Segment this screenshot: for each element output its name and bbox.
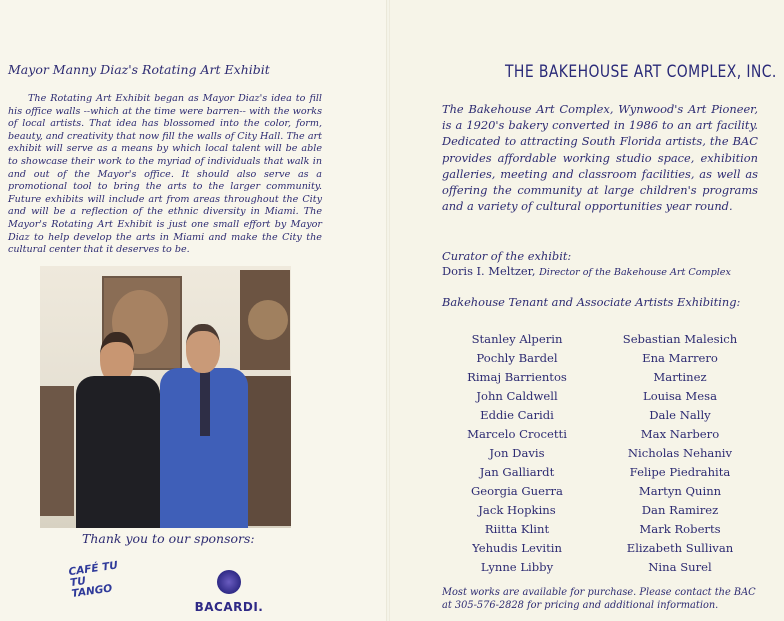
bakehouse-description: The Bakehouse Art Complex, Wynwood's Art Pioneer, is a 1920's bakery converted in 1986 to an art facility. Dedicated to attracting South Florida artists, the BAC provides affordable working studio space, exhibition galleries, meeting and classroom facilities, as well as offering the community at large children's programs and a variety of cultural opportunities year round. [442, 102, 758, 214]
artist-name: Nicholas Nehaniv [627, 446, 733, 460]
person-right-head [186, 324, 220, 373]
exhibit-photo [40, 266, 291, 528]
curator-line [442, 264, 731, 278]
artist-name: Martyn Quinn [638, 484, 722, 498]
artist-name: Louisa Mesa [643, 389, 717, 403]
sponsors-heading: Thank you to our sponsors: [82, 531, 255, 546]
artist-name: Ena Marrero [642, 351, 718, 365]
person-right-tie [200, 372, 210, 436]
artist-name: Felipe Piedrahita [629, 465, 731, 479]
artist-name: Lynne Libby [480, 560, 554, 574]
artist-name: Max Narbero [640, 427, 720, 441]
artists-column-1 [447, 330, 587, 577]
artist-name: Pochly Bardel [476, 351, 558, 365]
curator-role: Director of the Bakehouse Art Complex [539, 267, 731, 278]
artist-name: Dan Ramirez [641, 503, 719, 517]
artist-name: Georgia Guerra [471, 484, 563, 498]
person-left [68, 332, 160, 528]
artist-name: Sebastian Malesich [622, 332, 738, 346]
bacardi-wordmark: BACARDI. [194, 600, 264, 614]
artist-name: Dale Nally [649, 408, 711, 422]
artist-name: Nina Surel [648, 560, 712, 574]
artist-name: John Caldwell [476, 389, 558, 403]
exhibit-description: The Rotating Art Exhibit began as Mayor Diaz's idea to fill his office walls --which at the time were barren-- with the works of local artists. That idea has blossomed into the color, form, beauty, and creativity that now fill the walls of City Hall. The art exhibit will serve as a means by which local talent will be able to showcase their work to the myriad of individuals that walk in and out of the Mayor's office. It should also serve as a promotional tool to bring the arts to the larger community. Future exhibits will include art from areas throughout the City and will be a reflection of the ethnic diversity in Miami. The Mayor's Rotating Art Exhibit is just one small effort by Mayor Diaz to help develop the arts in Miami and make the City the cultural center that it deserves to be. [8, 93, 322, 256]
curator-heading: Curator of the exhibit: [442, 249, 572, 263]
cafe-tu-tu-tango-logo: CAFÉ TU TU TANGO [67, 559, 119, 601]
bat-icon [217, 570, 241, 594]
person-left-body [76, 376, 160, 528]
purchase-note: Most works are available for purchase. Please contact the BAC at 305-576-2828 for pricing and additional information. [442, 587, 756, 612]
bacardi-logo [192, 570, 266, 615]
page-fold [386, 0, 390, 621]
person-right [156, 324, 252, 528]
artist-name: Jon Davis [489, 446, 545, 460]
artist-name: Rimaj Barrientos [467, 370, 567, 384]
artist-name: Stanley Alperin [471, 332, 563, 346]
artist-name: Marcelo Crocetti [467, 427, 567, 441]
bakehouse-title: THE BAKEHOUSE ART COMPLEX, INC. [505, 62, 777, 82]
artist-name: Elizabeth Sullivan [626, 541, 734, 555]
artist-name: Jan Galliardt [479, 465, 555, 479]
artist-name: Eddie Caridi [480, 408, 554, 422]
exhibit-heading: Mayor Manny Diaz's Rotating Art Exhibit [8, 62, 270, 77]
artist-name: Riitta Klint [484, 522, 550, 536]
curator-name: Doris I. Meltzer, [442, 264, 536, 278]
artist-name: Jack Hopkins [478, 503, 556, 517]
artists-heading: Bakehouse Tenant and Associate Artists Exhibiting: [442, 295, 741, 309]
artist-name: Yehudis Levitin [472, 541, 562, 555]
artists-column-2 [608, 330, 752, 577]
artist-name: Mark Roberts [639, 522, 721, 536]
artist-name: Martinez [653, 370, 707, 384]
